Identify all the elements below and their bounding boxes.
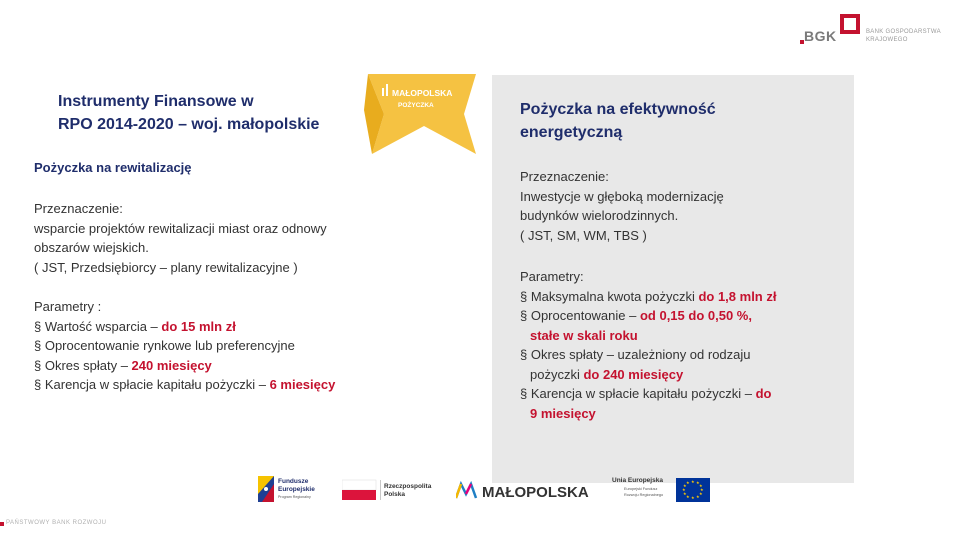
svg-text:★: ★	[700, 487, 704, 492]
param-highlight: od 0,15 do 0,50 %,	[639, 308, 752, 323]
loan-name-energy-efficiency	[520, 98, 820, 144]
badge-ribbon-icon	[364, 70, 480, 156]
svg-text:★: ★	[699, 483, 703, 488]
loan-name-line2: energetyczną	[520, 124, 623, 141]
param-highlight: do	[755, 386, 772, 401]
param-text: § Karencja w spłacie kapitału pożyczki –	[34, 377, 270, 392]
params-section-left	[34, 297, 379, 395]
param-item	[34, 375, 379, 395]
svg-text:★: ★	[682, 487, 686, 492]
param-highlight: 240 miesięcy	[131, 357, 212, 373]
fundusze-europejskie-logo	[256, 474, 336, 504]
loan-name-revitalization: Pożyczka na rewitalizację	[34, 160, 192, 175]
param-item	[520, 306, 840, 326]
param-highlight: do 1,8 mln zł	[698, 288, 777, 304]
svg-text:★: ★	[686, 494, 690, 499]
bank-name-line2: KRAJOWEGO	[866, 37, 908, 43]
param-text: § Maksymalna kwota pożyczki	[520, 288, 699, 304]
mp-text: MAŁOPOLSKA	[482, 484, 589, 501]
page-title	[58, 90, 358, 136]
param-continuation: 9 miesięcy	[530, 405, 596, 421]
purpose-section-left	[34, 199, 379, 277]
param-highlight: 6 miesięcy	[269, 377, 336, 392]
param-item	[520, 384, 840, 404]
unia-europejska-logo	[612, 474, 712, 504]
eu-flag-icon	[612, 474, 712, 504]
bgk-logo	[800, 14, 950, 48]
param-text: § Oprocentowanie rynkowe lub preferencyjne	[34, 338, 295, 353]
params-label: Parametry :	[34, 299, 102, 314]
loan-name-line1: Pożyczka na efektywność	[520, 101, 716, 118]
badge-line1: MAŁOPOLSKA	[392, 88, 453, 98]
param-item	[34, 356, 379, 376]
polish-flag-icon	[342, 478, 448, 502]
purpose-beneficiaries: ( JST, SM, WM, TBS )	[520, 227, 647, 243]
fe-line1: Fundusze	[278, 478, 309, 485]
footer-square-icon	[0, 522, 4, 526]
svg-text:★: ★	[686, 480, 690, 485]
svg-text:★: ★	[683, 483, 687, 488]
param-text: § Karencja w spłacie kapitału pożyczki –	[520, 386, 756, 401]
param-text: § Wartość wsparcia –	[34, 318, 162, 334]
purpose-label: Przeznaczenie:	[520, 169, 609, 184]
purpose-beneficiaries: ( JST, Przedsiębiorcy – plany rewitalizacyjne )	[34, 259, 298, 275]
malopolska-logo	[456, 478, 606, 502]
purpose-label: Przeznaczenie:	[34, 201, 123, 216]
svg-text:★: ★	[683, 491, 687, 496]
fe-line3: Program Regionalny	[278, 495, 311, 499]
malopolska-emblem-icon	[456, 478, 606, 502]
param-text: § Oprocentowanie –	[520, 308, 640, 323]
ue-line1: Unia Europejska	[612, 477, 663, 484]
params-section-right	[520, 267, 840, 423]
bank-full-name	[866, 28, 950, 44]
purpose-line1: Inwestycje w głęboką modernizację	[520, 188, 724, 204]
param-item	[34, 336, 379, 356]
ue-line3: Rozwoju Regionalnego	[624, 493, 664, 497]
param-continuation	[520, 365, 840, 385]
param-highlight: do 240 miesięcy	[583, 366, 684, 382]
purpose-line2: budynków wielorodzinnych.	[520, 208, 679, 223]
bgk-square-icon	[840, 14, 860, 34]
svg-text:★: ★	[696, 494, 700, 499]
footer-text: PAŃSTWOWY BANK ROZWOJU	[6, 520, 107, 526]
param-item	[34, 317, 379, 337]
malopolska-pozyczka-badge	[364, 70, 480, 156]
param-continuation: stałe w skali roku	[530, 327, 638, 343]
badge-line2: POŻYCZKA	[398, 102, 434, 109]
purpose-text: wsparcie projektów rewitalizacji miast oraz odnowy obszarów wiejskich.	[34, 220, 327, 255]
fe-line2: Europejskie	[278, 486, 315, 493]
pl-line2: Polska	[384, 491, 405, 498]
param-highlight: do 15 mln zł	[161, 318, 236, 334]
params-label: Parametry:	[520, 269, 584, 284]
title-line2: RPO 2014-2020 – woj. małopolskie	[58, 116, 320, 133]
svg-text:★: ★	[691, 495, 695, 500]
param-text: pożyczki	[530, 366, 584, 382]
param-item: § Okres spłaty – uzależniony od rodzaju	[520, 347, 751, 362]
rzeczpospolita-polska-logo	[342, 478, 448, 502]
ue-line2: Europejski Fundusz	[624, 487, 658, 491]
purpose-section-right	[520, 167, 840, 245]
svg-text:★: ★	[696, 480, 700, 485]
fe-emblem-icon	[256, 474, 336, 504]
pl-line1: Rzeczpospolita	[384, 483, 432, 490]
param-item	[520, 287, 840, 307]
svg-text:★: ★	[691, 479, 695, 484]
svg-text:★: ★	[699, 491, 703, 496]
bgk-logo-text: BGK	[804, 28, 837, 44]
param-text: § Okres spłaty –	[34, 357, 132, 373]
title-line1: Instrumenty Finansowe w	[58, 93, 254, 110]
bank-name-line1: BANK GOSPODARSTWA	[866, 29, 941, 35]
